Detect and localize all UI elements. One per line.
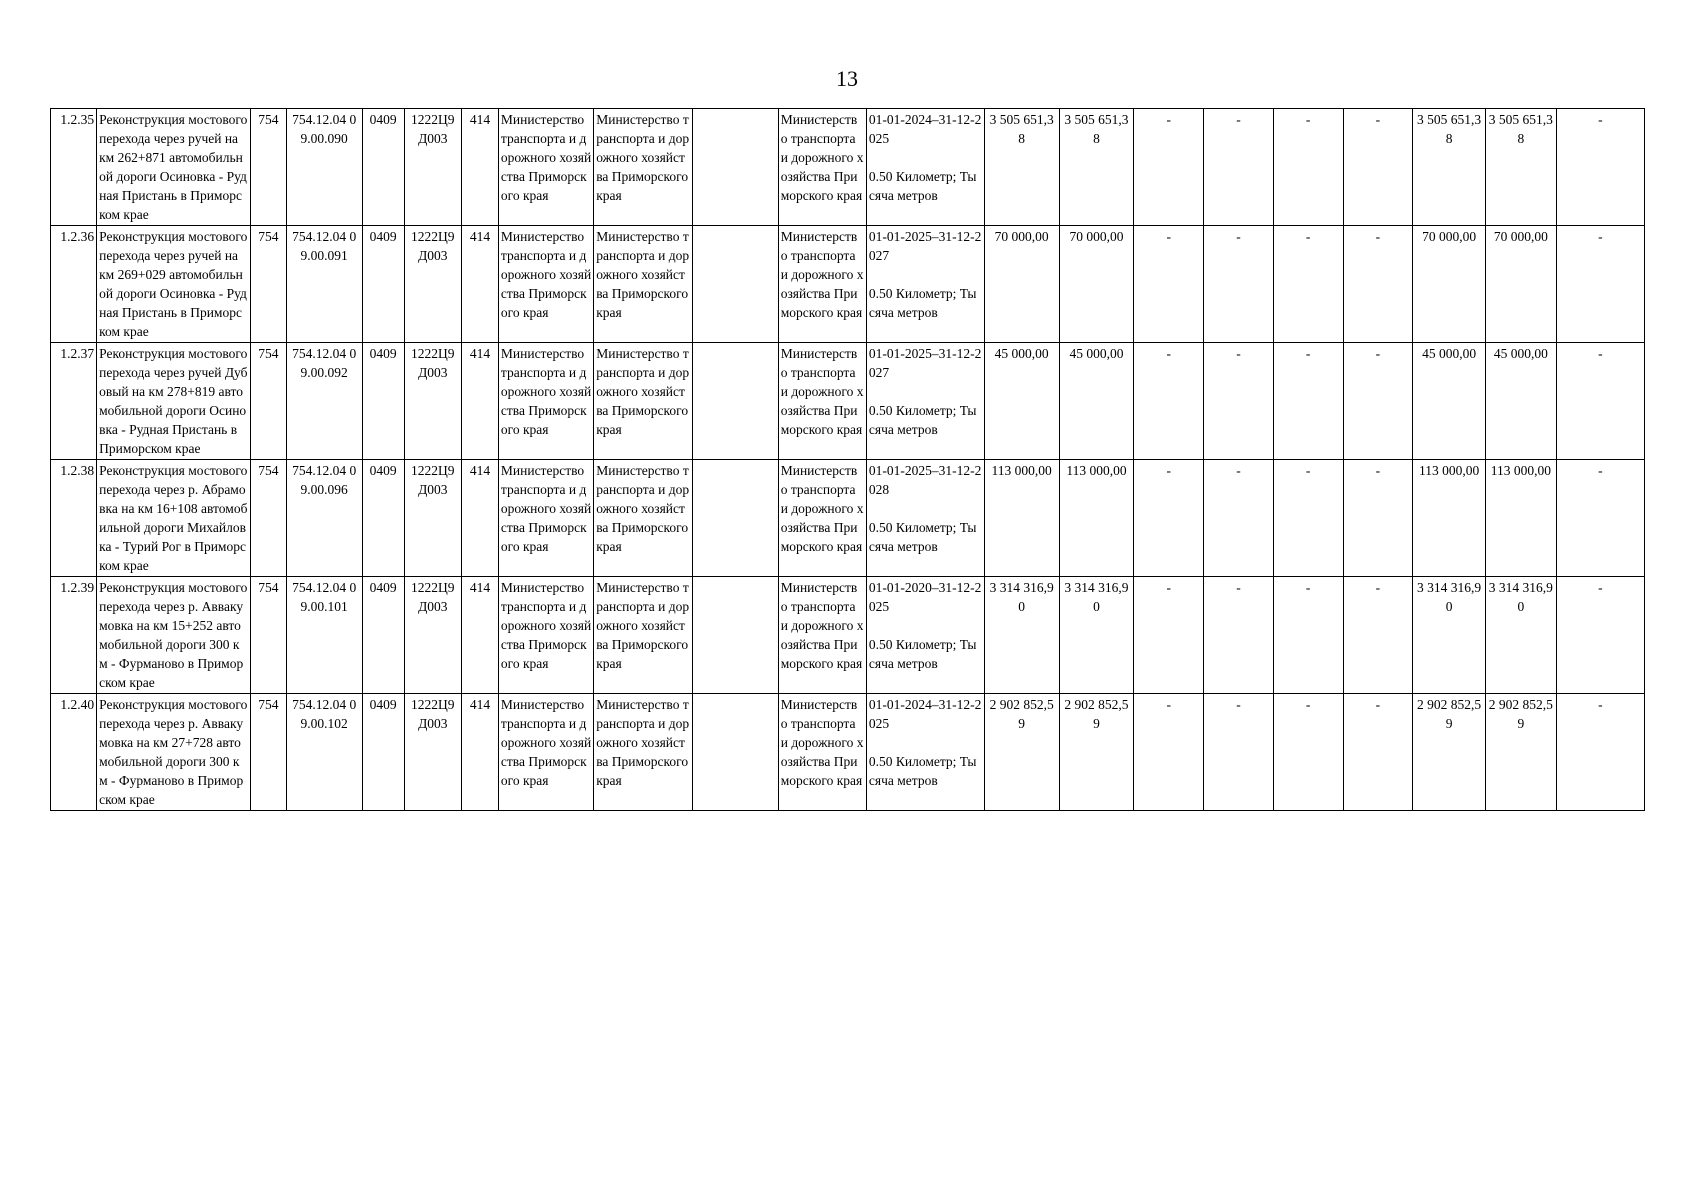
csr-code: 1222Ц9 Д003 xyxy=(404,226,461,343)
value-year-total: 2 902 852,59 xyxy=(1413,694,1486,811)
dash-cell: - xyxy=(1556,109,1644,226)
dash-cell: - xyxy=(1204,109,1274,226)
period: 01-01-2025–31-12-2027 xyxy=(868,229,982,263)
row-number: 1.2.37 xyxy=(51,343,97,460)
object-name: Реконструкция мостового перехода через ручей Дубовый на км 278+819 автомобильной дороги Осиновка - Рудная Пристань в Приморском крае xyxy=(97,343,251,460)
row-number: 1.2.39 xyxy=(51,577,97,694)
dash-cell: - xyxy=(1134,226,1204,343)
gr-code: 754 xyxy=(250,226,286,343)
table-row xyxy=(51,694,1645,811)
value-year-regional: 113 000,00 xyxy=(1485,460,1556,577)
dash-cell: - xyxy=(1273,694,1343,811)
developer-org: Министерство транспорта и дорожного хозяйства Приморского края xyxy=(778,343,866,460)
value-regional: 2 902 852,59 xyxy=(1059,694,1134,811)
grbs-org: Министерство транспорта и дорожного хозяйства Приморского края xyxy=(498,343,593,460)
object-code: 754.12.04 09.00.090 xyxy=(286,109,362,226)
vr-code: 414 xyxy=(462,109,499,226)
value-year-regional: 3 505 651,38 xyxy=(1485,109,1556,226)
object-name: Реконструкция мостового перехода через р. Аввакумовка на км 15+252 автомобильной дороги 300 км - Фурманово в Приморском крае xyxy=(97,577,251,694)
dash-cell: - xyxy=(1343,109,1413,226)
value-total: 3 505 651,38 xyxy=(984,109,1059,226)
csr-code: 1222Ц9 Д003 xyxy=(404,460,461,577)
gr-code: 754 xyxy=(250,577,286,694)
dash-cell: - xyxy=(1556,226,1644,343)
dash-cell: - xyxy=(1273,577,1343,694)
table-row xyxy=(51,343,1645,460)
value-regional: 3 505 651,38 xyxy=(1059,109,1134,226)
gr-code: 754 xyxy=(250,109,286,226)
grbs-org: Министерство транспорта и дорожного хозяйства Приморского края xyxy=(498,460,593,577)
measure: 0.50 Километр; Тысяча метров xyxy=(868,169,977,203)
vr-code: 414 xyxy=(462,460,499,577)
dash-cell: - xyxy=(1273,343,1343,460)
dash-cell: - xyxy=(1273,226,1343,343)
vr-code: 414 xyxy=(462,694,499,811)
row-number: 1.2.38 xyxy=(51,460,97,577)
dash-cell: - xyxy=(1343,577,1413,694)
dash-cell: - xyxy=(1273,109,1343,226)
period: 01-01-2025–31-12-2028 xyxy=(868,463,982,497)
program-table xyxy=(50,108,1645,811)
customer-org: Министерство транспорта и дорожного хозяйства Приморского края xyxy=(594,226,692,343)
table-row xyxy=(51,226,1645,343)
rz-code: 0409 xyxy=(362,694,404,811)
dash-cell: - xyxy=(1343,694,1413,811)
vr-code: 414 xyxy=(462,343,499,460)
object-name: Реконструкция мостового перехода через р. Абрамовка на км 16+108 автомобильной дороги Михайловка - Турий Рог в Приморском крае xyxy=(97,460,251,577)
dash-cell: - xyxy=(1556,694,1644,811)
value-year-total: 70 000,00 xyxy=(1413,226,1486,343)
table-row xyxy=(51,460,1645,577)
value-total: 45 000,00 xyxy=(984,343,1059,460)
grbs-org: Министерство транспорта и дорожного хозяйства Приморского края xyxy=(498,694,593,811)
dash-cell: - xyxy=(1134,460,1204,577)
vr-code: 414 xyxy=(462,226,499,343)
row-number: 1.2.35 xyxy=(51,109,97,226)
csr-code: 1222Ц9 Д003 xyxy=(404,694,461,811)
grbs-org: Министерство транспорта и дорожного хозяйства Приморского края xyxy=(498,109,593,226)
measure: 0.50 Километр; Тысяча метров xyxy=(868,286,977,320)
measure: 0.50 Километр; Тысяча метров xyxy=(868,520,977,554)
blank-cell xyxy=(692,694,778,811)
gr-code: 754 xyxy=(250,460,286,577)
period: 01-01-2025–31-12-2027 xyxy=(868,346,982,380)
value-total: 2 902 852,59 xyxy=(984,694,1059,811)
csr-code: 1222Ц9 Д003 xyxy=(404,109,461,226)
value-year-regional: 3 314 316,90 xyxy=(1485,577,1556,694)
object-code: 754.12.04 09.00.101 xyxy=(286,577,362,694)
period: 01-01-2020–31-12-2025 xyxy=(868,580,982,614)
dash-cell: - xyxy=(1273,460,1343,577)
dash-cell: - xyxy=(1556,460,1644,577)
period-measure xyxy=(866,226,984,343)
dash-cell: - xyxy=(1204,226,1274,343)
object-name: Реконструкция мостового перехода через ручей на км 269+029 автомобильной дороги Осиновка - Рудная Пристань в Приморском крае xyxy=(97,226,251,343)
gr-code: 754 xyxy=(250,694,286,811)
table-row xyxy=(51,109,1645,226)
rz-code: 0409 xyxy=(362,343,404,460)
value-year-total: 45 000,00 xyxy=(1413,343,1486,460)
developer-org: Министерство транспорта и дорожного хозяйства Приморского края xyxy=(778,577,866,694)
blank-cell xyxy=(692,577,778,694)
rz-code: 0409 xyxy=(362,577,404,694)
period-measure xyxy=(866,460,984,577)
developer-org: Министерство транспорта и дорожного хозяйства Приморского края xyxy=(778,226,866,343)
period: 01-01-2024–31-12-2025 xyxy=(868,112,982,146)
value-year-total: 3 314 316,90 xyxy=(1413,577,1486,694)
customer-org: Министерство транспорта и дорожного хозяйства Приморского края xyxy=(594,577,692,694)
dash-cell: - xyxy=(1134,343,1204,460)
period-measure xyxy=(866,109,984,226)
row-number: 1.2.40 xyxy=(51,694,97,811)
value-total: 3 314 316,90 xyxy=(984,577,1059,694)
customer-org: Министерство транспорта и дорожного хозяйства Приморского края xyxy=(594,694,692,811)
value-regional: 3 314 316,90 xyxy=(1059,577,1134,694)
period-measure xyxy=(866,694,984,811)
row-number: 1.2.36 xyxy=(51,226,97,343)
table-row xyxy=(51,577,1645,694)
dash-cell: - xyxy=(1556,343,1644,460)
object-code: 754.12.04 09.00.102 xyxy=(286,694,362,811)
grbs-org: Министерство транспорта и дорожного хозяйства Приморского края xyxy=(498,577,593,694)
dash-cell: - xyxy=(1134,109,1204,226)
customer-org: Министерство транспорта и дорожного хозяйства Приморского края xyxy=(594,109,692,226)
dash-cell: - xyxy=(1343,343,1413,460)
object-name: Реконструкция мостового перехода через р. Аввакумовка на км 27+728 автомобильной дороги 300 км - Фурманово в Приморском крае xyxy=(97,694,251,811)
value-year-regional: 70 000,00 xyxy=(1485,226,1556,343)
rz-code: 0409 xyxy=(362,460,404,577)
dash-cell: - xyxy=(1343,226,1413,343)
dash-cell: - xyxy=(1134,577,1204,694)
dash-cell: - xyxy=(1204,694,1274,811)
gr-code: 754 xyxy=(250,343,286,460)
dash-cell: - xyxy=(1134,694,1204,811)
value-regional: 45 000,00 xyxy=(1059,343,1134,460)
value-total: 113 000,00 xyxy=(984,460,1059,577)
period-measure xyxy=(866,343,984,460)
rz-code: 0409 xyxy=(362,109,404,226)
value-total: 70 000,00 xyxy=(984,226,1059,343)
dash-cell: - xyxy=(1204,460,1274,577)
object-code: 754.12.04 09.00.092 xyxy=(286,343,362,460)
rz-code: 0409 xyxy=(362,226,404,343)
value-year-total: 113 000,00 xyxy=(1413,460,1486,577)
vr-code: 414 xyxy=(462,577,499,694)
csr-code: 1222Ц9 Д003 xyxy=(404,577,461,694)
object-name: Реконструкция мостового перехода через ручей на км 262+871 автомобильной дороги Осиновка - Рудная Пристань в Приморском крае xyxy=(97,109,251,226)
dash-cell: - xyxy=(1343,460,1413,577)
blank-cell xyxy=(692,226,778,343)
measure: 0.50 Километр; Тысяча метров xyxy=(868,637,977,671)
csr-code: 1222Ц9 Д003 xyxy=(404,343,461,460)
developer-org: Министерство транспорта и дорожного хозяйства Приморского края xyxy=(778,694,866,811)
period: 01-01-2024–31-12-2025 xyxy=(868,697,982,731)
measure: 0.50 Километр; Тысяча метров xyxy=(868,403,977,437)
dash-cell: - xyxy=(1556,577,1644,694)
dash-cell: - xyxy=(1204,577,1274,694)
object-code: 754.12.04 09.00.096 xyxy=(286,460,362,577)
blank-cell xyxy=(692,343,778,460)
measure: 0.50 Километр; Тысяча метров xyxy=(868,754,977,788)
value-regional: 113 000,00 xyxy=(1059,460,1134,577)
value-year-regional: 2 902 852,59 xyxy=(1485,694,1556,811)
customer-org: Министерство транспорта и дорожного хозяйства Приморского края xyxy=(594,343,692,460)
blank-cell xyxy=(692,109,778,226)
customer-org: Министерство транспорта и дорожного хозяйства Приморского края xyxy=(594,460,692,577)
page-number: 13 xyxy=(836,66,858,91)
developer-org: Министерство транспорта и дорожного хозяйства Приморского края xyxy=(778,109,866,226)
dash-cell: - xyxy=(1204,343,1274,460)
grbs-org: Министерство транспорта и дорожного хозяйства Приморского края xyxy=(498,226,593,343)
value-year-total: 3 505 651,38 xyxy=(1413,109,1486,226)
developer-org: Министерство транспорта и дорожного хозяйства Приморского края xyxy=(778,460,866,577)
object-code: 754.12.04 09.00.091 xyxy=(286,226,362,343)
period-measure xyxy=(866,577,984,694)
blank-cell xyxy=(692,460,778,577)
value-year-regional: 45 000,00 xyxy=(1485,343,1556,460)
value-regional: 70 000,00 xyxy=(1059,226,1134,343)
